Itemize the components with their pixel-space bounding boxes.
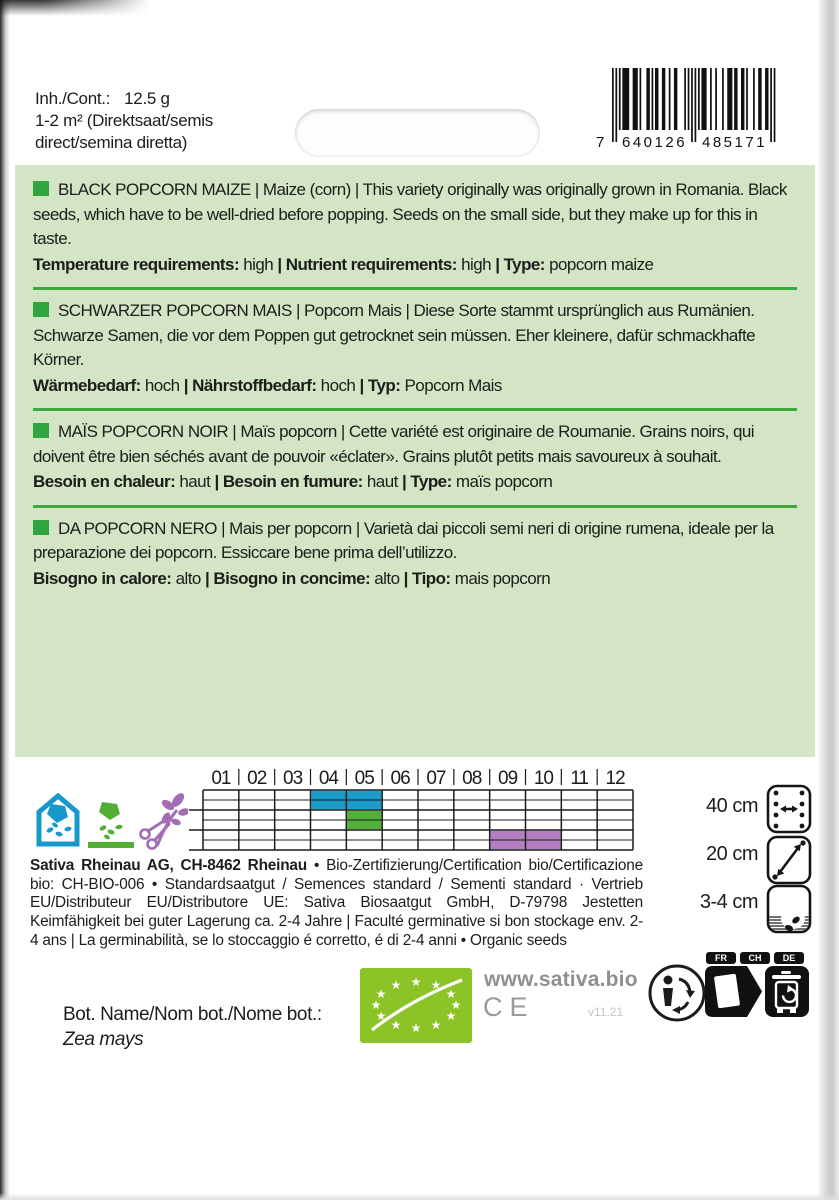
scan-edge-shadow-right bbox=[817, 0, 839, 1200]
barcode-digits-group2: 485171 bbox=[702, 134, 768, 151]
spec-line-en: Temperature requirements: high | Nutrient requirements: high | Type: popcorn maize bbox=[33, 254, 654, 274]
calendar-month-04: 04 bbox=[318, 768, 338, 789]
recycling-tab-fr: FR bbox=[715, 953, 727, 963]
calendar-month-03: 03 bbox=[283, 768, 303, 789]
svg-text:★: ★ bbox=[445, 1009, 457, 1023]
website-url: www.sativa.bio bbox=[484, 968, 638, 991]
green-square-bullet bbox=[33, 181, 49, 196]
barcode-digit-lead: 7 bbox=[596, 134, 605, 151]
lang-block-it bbox=[33, 517, 797, 592]
calendar-month-06: 06 bbox=[390, 768, 410, 789]
calendar-month-08: 08 bbox=[462, 768, 482, 789]
calendar-month-07: 07 bbox=[426, 768, 446, 789]
svg-text:★: ★ bbox=[410, 975, 422, 989]
sowing-area-text: 1-2 m² (Direktsaat/semis direct/semina diretta) bbox=[35, 111, 213, 152]
variety-text-fr: MAÏS POPCORN NOIR | Maïs popcorn | Cette variété est originaire de Roumanie. Grains noirs, qui doivent être bien séchés avant de pouvoir «éclater». Grains plutôt petits mais savoureux à souhait. bbox=[33, 422, 754, 466]
sowing-calendar bbox=[185, 760, 655, 855]
scan-edge-shadow-bottom bbox=[0, 1193, 839, 1200]
svg-text:★: ★ bbox=[410, 1021, 422, 1035]
company-name: Sativa Rheinau AG, CH-8462 Rheinau bbox=[30, 857, 307, 874]
svg-text:★: ★ bbox=[390, 978, 402, 992]
calendar-month-10: 10 bbox=[533, 768, 553, 789]
paper-recycling-badge bbox=[703, 952, 811, 1018]
lang-block-fr bbox=[33, 420, 797, 495]
sowing-depth-icon bbox=[766, 884, 812, 934]
content-value: 12.5 g bbox=[124, 89, 170, 108]
svg-text:★: ★ bbox=[445, 987, 457, 1001]
green-square-bullet bbox=[33, 302, 49, 317]
calendar-month-09: 09 bbox=[498, 768, 518, 789]
direct-sowing-icon bbox=[88, 800, 134, 848]
barcode-bars bbox=[608, 66, 798, 144]
scan-edge-shadow-top bbox=[0, 0, 150, 16]
company-info bbox=[30, 857, 643, 951]
content-label: Inh./Cont.: bbox=[35, 89, 111, 108]
recycling-tab-ch: CH bbox=[748, 953, 762, 963]
calendar-month-12: 12 bbox=[605, 768, 625, 789]
botanical-name-label: Bot. Name/Nom bot./Nome bot.: bbox=[63, 1004, 322, 1025]
svg-text:★: ★ bbox=[375, 1009, 387, 1023]
green-divider bbox=[33, 505, 797, 508]
row-spacing-label: 40 cm bbox=[706, 795, 758, 817]
lang-block-de bbox=[33, 299, 797, 398]
triman-recycling-icon bbox=[646, 962, 708, 1024]
green-divider bbox=[33, 287, 797, 290]
green-square-bullet bbox=[33, 423, 49, 438]
svg-text:★: ★ bbox=[450, 998, 462, 1012]
svg-text:★: ★ bbox=[390, 1018, 402, 1032]
sowing-depth-label: 3-4 cm bbox=[699, 891, 758, 913]
spec-line-de: Wärmebedarf: hoch | Nährstoffbedarf: hoch | Typ: Popcorn Mais bbox=[33, 375, 502, 395]
svg-text:★: ★ bbox=[430, 1018, 442, 1032]
recycling-tab-de: DE bbox=[782, 953, 796, 963]
variety-text-en: BLACK POPCORN MAIZE | Maize (corn) | This variety originally was originally grown in Romania. Black seeds, which have to be well-dried before popping. Seeds on the small side, but they make up for this in taste. bbox=[33, 180, 787, 248]
harvest-icon bbox=[138, 788, 188, 850]
calendar-month-11: 11 bbox=[570, 768, 589, 789]
variety-description-panel bbox=[15, 165, 815, 757]
calendar-month-05: 05 bbox=[354, 768, 374, 789]
lang-block-en bbox=[33, 178, 797, 277]
spec-line-fr: Besoin en chaleur: haut | Besoin en fumure: haut | Type: maïs popcorn bbox=[33, 472, 553, 491]
green-square-bullet bbox=[33, 520, 49, 535]
svg-text:★: ★ bbox=[370, 998, 382, 1012]
calendar-month-02: 02 bbox=[247, 768, 267, 789]
plant-spacing-icon bbox=[766, 835, 812, 885]
euro-hang-hole bbox=[295, 109, 540, 157]
ce-mark: CE bbox=[483, 992, 535, 1022]
svg-text:★: ★ bbox=[430, 978, 442, 992]
greenhouse-sowing-icon bbox=[35, 792, 81, 848]
content-info bbox=[35, 88, 303, 154]
plant-spacing-label: 20 cm bbox=[706, 843, 758, 865]
calendar-month-01: 01 bbox=[211, 768, 231, 789]
company-details: • Bio-Zertifizierung/Certification bio/Certificazione bio: CH-BIO-006 • Standardsaatgut / Semences standard / Sementi standard · Vertrieb EU/Distributeur EU/Distributore UE: Sativa Biosaatgut GmbH, D-79798 Jestetten Keimfähigkeit bei guter Lagerung ca. 2-4 Jahre | Faculté germinative si bon stockage env. 2-4 ans | La germinabilità, se lo stoccaggio é corretto, é di 2-4 anni • Organic seeds bbox=[30, 857, 643, 949]
barcode-digits-group1: 640126 bbox=[622, 134, 688, 151]
row-spacing-icon bbox=[766, 784, 812, 834]
variety-text-it: DA POPCORN NERO | Mais per popcorn | Varietà dai piccoli semi neri di origine rumena, ideale per la preparazione dei popcorn. Essiccare bene prima dell’utilizzo. bbox=[33, 518, 774, 562]
svg-text:★: ★ bbox=[375, 987, 387, 1001]
green-divider bbox=[33, 408, 797, 411]
barcode bbox=[596, 66, 798, 158]
eu-organic-logo bbox=[360, 968, 472, 1043]
variety-text-de: SCHWARZER POPCORN MAIS | Popcorn Mais | Diese Sorte stammt ursprünglich aus Rumänien. Schwarze Samen, die vor dem Poppen gut getrocknet sein müssen. Eher kleinere, dafür schmackhafte Körner. bbox=[33, 301, 756, 369]
botanical-name: Zea mays bbox=[63, 1029, 144, 1050]
scan-edge-shadow-left bbox=[0, 0, 10, 1200]
version-number: v11.21 bbox=[588, 1005, 624, 1019]
botanical-name-block bbox=[63, 1002, 322, 1052]
spec-line-it: Bisogno in calore: alto | Bisogno in concime: alto | Tipo: mais popcorn bbox=[33, 568, 551, 588]
